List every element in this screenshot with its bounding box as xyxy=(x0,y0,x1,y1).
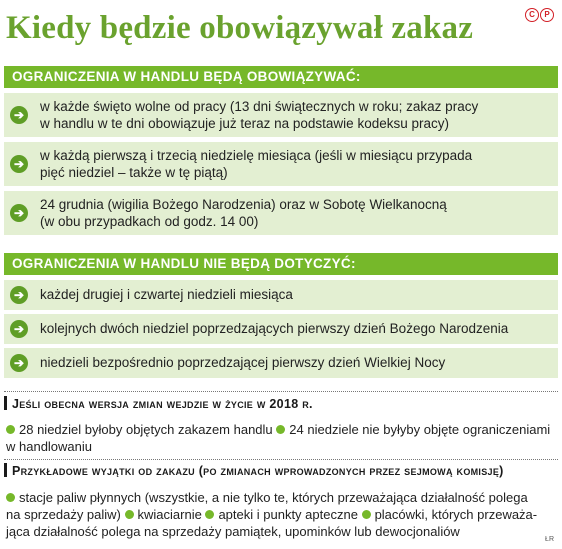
bullet-dot-icon xyxy=(205,510,214,519)
page-title: Kiedy będzie obowiązywał zakaz xyxy=(6,10,474,46)
bullet-dot-icon xyxy=(362,510,371,519)
info-text: 24 niedziele nie byłyby objęte ograniczeniami xyxy=(289,422,551,437)
arrow-right-icon: ➔ xyxy=(10,320,28,338)
arrow-right-icon: ➔ xyxy=(10,354,28,372)
bullet-dot-icon xyxy=(125,510,134,519)
divider xyxy=(4,391,558,392)
item-text-line: 24 grudnia (wigilia Bożego Narodzenia) oraz w Sobotę Wielkanocną xyxy=(40,197,447,212)
divider xyxy=(4,459,558,460)
logo-c-mark: C xyxy=(525,8,539,22)
arrow-right-icon: ➔ xyxy=(10,204,28,222)
exception-text: na sprzedaży paliw) xyxy=(6,507,121,522)
exception-text: placówki, których przeważa- xyxy=(374,507,538,522)
bullet-dot-icon xyxy=(6,493,15,502)
exception-text: apteki i punkty apteczne xyxy=(218,507,358,522)
exception-text: jąca działalność polega na sprzedaży pamiątek, upominków lub dewocjonaliów xyxy=(6,524,460,539)
heading-bar-icon xyxy=(4,396,7,410)
exception-text: kwiaciarnie xyxy=(137,507,202,522)
list-item xyxy=(4,314,558,344)
list-item xyxy=(4,348,558,378)
subheading-exceptions xyxy=(4,463,504,478)
publisher-logo xyxy=(525,8,554,22)
info-paragraph xyxy=(6,421,556,455)
bullet-dot-icon xyxy=(6,425,15,434)
item-text-line: pięć niedziel – także w tę piątą) xyxy=(40,165,228,180)
list-item xyxy=(4,93,558,137)
item-text-line: w każdą pierwszą i trzecią niedzielę miesiąca (jeśli w miesiącu przypada xyxy=(40,148,473,163)
exceptions-paragraph xyxy=(6,489,556,540)
exception-text: stacje paliw płynnych (wszystkie, a nie tylko te, których przeważająca działalność polega xyxy=(19,490,528,505)
author-credit: ŁR xyxy=(545,536,554,543)
item-text-line: (w obu przypadkach od godz. 14 00) xyxy=(40,214,259,229)
item-text-line: niedzieli bezpośrednio poprzedzającej pierwszy dzień Wielkiej Nocy xyxy=(40,355,446,370)
arrow-right-icon: ➔ xyxy=(10,155,28,173)
list-item xyxy=(4,191,558,235)
item-text-line: każdej drugiej i czwartej niedzieli miesiąca xyxy=(40,287,293,302)
section-heading-restrictions-not-apply: OGRANICZENIA W HANDLU NIE BĘDĄ DOTYCZYĆ: xyxy=(4,253,558,275)
heading-bar-icon xyxy=(4,463,7,477)
arrow-right-icon: ➔ xyxy=(10,106,28,124)
section-heading-restrictions-apply: OGRANICZENIA W HANDLU BĘDĄ OBOWIĄZYWAĆ: xyxy=(4,66,558,88)
info-text: w handlowaniu xyxy=(6,439,93,454)
subheading-text: Przykładowe wyjątki od zakazu (po zmianach wprowadzonych przez sejmową komisję) xyxy=(12,464,504,478)
subheading-2018 xyxy=(4,396,313,411)
subheading-text: Jeśli obecna wersja zmian wejdzie w życie w 2018 r. xyxy=(12,397,313,411)
list-item xyxy=(4,280,558,310)
arrow-right-icon: ➔ xyxy=(10,286,28,304)
bullet-dot-icon xyxy=(276,425,285,434)
list-item xyxy=(4,142,558,186)
item-text-line: w handlu w te dni obowiązuje już teraz na podstawie kodeksu pracy) xyxy=(40,116,449,131)
logo-p-mark: P xyxy=(540,8,554,22)
info-text: 28 niedziel byłoby objętych zakazem handlu xyxy=(19,422,273,437)
item-text-line: w każde święto wolne od pracy (13 dni świątecznych w roku; zakaz pracy xyxy=(40,99,479,114)
item-text-line: kolejnych dwóch niedziel poprzedzających pierwszy dzień Bożego Narodzenia xyxy=(40,321,509,336)
